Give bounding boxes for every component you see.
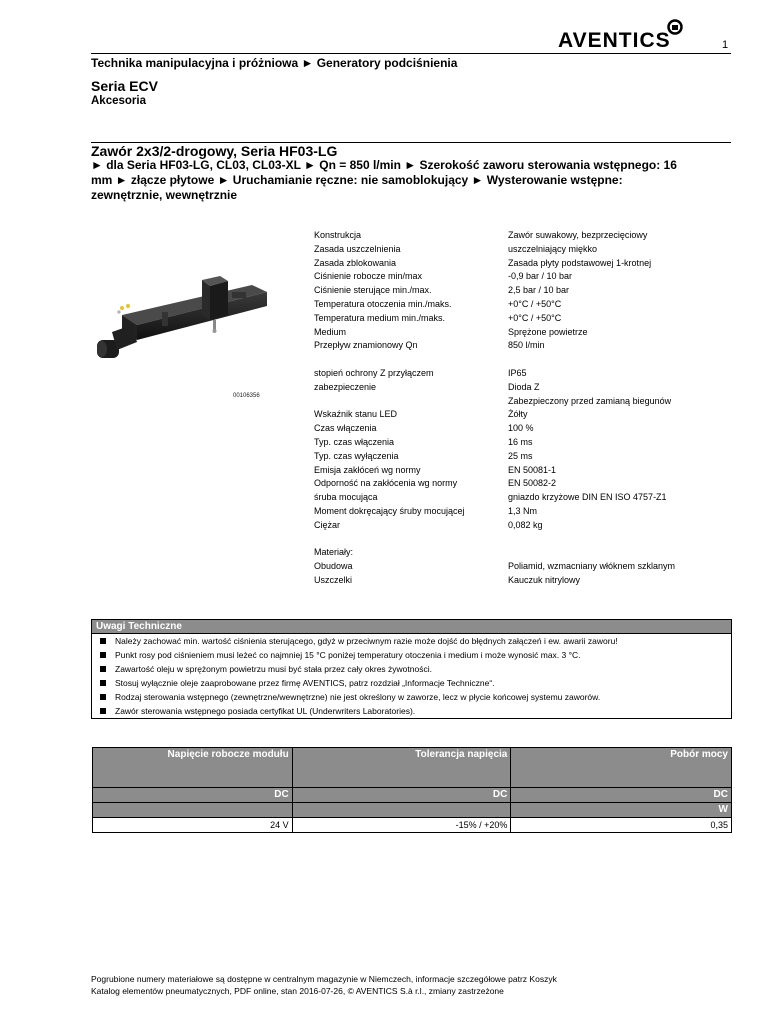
header-divider — [91, 53, 731, 54]
spec-row — [314, 243, 734, 257]
spec-value: Sprężone powietrze — [508, 326, 588, 337]
spec-value: Dioda Z — [508, 381, 540, 392]
note-text: Stosuj wyłącznie oleje zaaprobowane przez firmę AVENTICS, patrz rozdział „Informacje Techniczne“. — [115, 678, 495, 688]
spec-value: 25 ms — [508, 450, 533, 461]
spec-row — [314, 436, 734, 450]
table-unit-row — [93, 788, 732, 803]
product-description: ► dla Seria HF03-LG, CL03, CL03-XL ► Qn = 850 l/min ► Szerokość zaworu sterowania wstępnego: 16 mm ► złącze płytowe ► Uruchamianie ręczne: nie samoblokujący ► Wysterowanie wstępne: zewnętrznie, wewnętrznie — [91, 158, 677, 202]
bullet-square-icon — [100, 638, 106, 644]
spec-label: Temperatura medium min./maks. — [314, 312, 446, 323]
spec-value: 1,3 Nm — [508, 505, 538, 516]
unit2-tolerance — [292, 803, 511, 818]
bullet-square-icon — [100, 694, 106, 700]
cell-tolerance: -15% / +20% — [292, 818, 511, 833]
spec-row — [314, 546, 734, 560]
spec-row — [314, 505, 734, 519]
table-row — [93, 818, 732, 833]
series-subtitle: Akcesoria — [91, 95, 146, 107]
header-power: Pobór mocy — [511, 748, 732, 788]
spec-row — [314, 574, 734, 588]
bullet-square-icon — [100, 708, 106, 714]
spec-label: Ciśnienie sterujące min./max. — [314, 285, 432, 296]
spec-row — [314, 298, 734, 312]
spec-label: Uszczelki — [314, 574, 353, 585]
note-text: Punkt rosy pod ciśnieniem musi leżeć co najmniej 15 °C poniżej temperatury otoczenia i medium i może wynosić max. 3 °C. — [115, 650, 581, 660]
spec-label: Zasada uszczelnienia — [314, 243, 401, 254]
spec-label: Obudowa — [314, 561, 353, 572]
header-voltage: Napięcie robocze modułu — [93, 748, 293, 788]
spec-label: Temperatura otoczenia min./maks. — [314, 298, 452, 309]
brand-logo: AVENTICS — [558, 29, 671, 52]
spec-row — [314, 477, 734, 491]
spec-row — [314, 284, 734, 298]
spec-value: +0°C / +50°C — [508, 312, 562, 323]
spec-value: 16 ms — [508, 436, 533, 447]
spec-row — [314, 257, 734, 271]
list-item — [92, 690, 731, 704]
series-title: Seria ECV — [91, 78, 158, 94]
unit-power: DC — [511, 788, 732, 803]
list-item — [92, 634, 731, 648]
spec-row — [314, 339, 734, 353]
spec-value: 2,5 bar / 10 bar — [508, 285, 570, 296]
bullet-square-icon — [100, 666, 106, 672]
spec-row — [314, 560, 734, 574]
spec-value: Żółty — [508, 409, 528, 420]
spec-row — [314, 229, 734, 243]
spec-label: Typ. czas wyłączenia — [314, 450, 399, 461]
spec-value: IP65 — [508, 367, 527, 378]
footer-line-1: Pogrubione numery materiałowe są dostępne w centralnym magazynie w Niemczech, informacje szczegółowe patrz Koszyk — [91, 974, 557, 984]
spec-row — [314, 326, 734, 340]
valve-product-photo-icon — [92, 270, 282, 380]
spec-row — [314, 533, 734, 547]
note-text: Zawartość oleju w sprężonym powietrzu musi być stała przez cały okres żywotności. — [115, 664, 432, 674]
spec-row — [314, 491, 734, 505]
spec-value: EN 50081-1 — [508, 464, 557, 475]
spec-row — [314, 450, 734, 464]
footer — [91, 973, 557, 997]
cell-power: 0,35 — [511, 818, 732, 833]
table-header-row — [93, 748, 732, 788]
spec-label: Przepływ znamionowy Qn — [314, 340, 418, 351]
unit2-power: W — [511, 803, 732, 818]
page-number: 1 — [722, 39, 729, 51]
spec-label: Konstrukcja — [314, 230, 362, 240]
spec-label: Emisja zakłóceń wg normy — [314, 464, 421, 475]
spec-label: Wskaźnik stanu LED — [314, 409, 398, 420]
spec-label: Odporność na zakłócenia wg normy — [314, 478, 458, 489]
spec-row — [314, 367, 734, 381]
spec-row — [314, 312, 734, 326]
spec-label: Moment dokręcający śruby mocującej — [314, 505, 465, 516]
spec-label: Ciężar — [314, 519, 341, 530]
bullet-square-icon — [100, 680, 106, 686]
list-item — [92, 704, 731, 718]
spec-label: Zasada zblokowania — [314, 257, 397, 268]
unit-tolerance: DC — [292, 788, 511, 803]
spec-value: 0,082 kg — [508, 519, 543, 530]
note-text: Zawór sterowania wstępnego posiada certyfikat UL (Underwriters Laboratories). — [115, 706, 416, 716]
spec-value: EN 50082-2 — [508, 478, 557, 489]
cell-voltage: 24 V — [93, 818, 293, 833]
spec-label: zabezpieczenie — [314, 381, 377, 392]
note-text: Należy zachować min. wartość ciśnienia sterującego, gdyż w przeciwnym razie może dojść do błędnych załączeń i ew. awarii zaworu! — [115, 636, 618, 646]
spec-value: -0,9 bar / 10 bar — [508, 271, 573, 282]
spec-value: uszczelniający miękko — [508, 243, 598, 254]
spec-row — [314, 395, 734, 409]
unit-voltage: DC — [93, 788, 293, 803]
electrical-data-table — [92, 747, 732, 833]
spec-value: +0°C / +50°C — [508, 298, 562, 309]
brand-logo-mark-icon — [666, 18, 684, 36]
spec-label: stopień ochrony Z przyłączem — [314, 367, 434, 378]
spec-label: śruba mocująca — [314, 492, 378, 503]
spec-label: Czas włączenia — [314, 423, 377, 434]
header-tolerance: Tolerancja napięcia — [292, 748, 511, 788]
spec-row — [314, 408, 734, 422]
spec-value: Zabezpieczony przed zamianą biegunów — [508, 395, 672, 406]
list-item — [92, 676, 731, 690]
spec-label: Materiały: — [314, 547, 354, 558]
spec-row — [314, 353, 734, 367]
spec-list — [314, 229, 734, 588]
breadcrumb: Technika manipulacyjna i próżniowa ► Generatory podciśnienia — [91, 56, 458, 70]
spec-row — [314, 422, 734, 436]
spec-value: Poliamid, wzmacniany włóknem szklanym — [508, 561, 676, 572]
spec-value: 850 l/min — [508, 340, 545, 351]
spec-label: Medium — [314, 326, 347, 337]
spec-value: 100 % — [508, 423, 534, 434]
spec-label: Typ. czas włączenia — [314, 436, 395, 447]
spec-value: gniazdo krzyżowe DIN EN ISO 4757-Z1 — [508, 492, 667, 503]
spec-row — [314, 381, 734, 395]
image-code: 00106356 — [233, 393, 260, 399]
technical-notes-list — [92, 634, 731, 718]
technical-notes-box — [91, 619, 732, 719]
list-item — [92, 662, 731, 676]
footer-line-2: Katalog elementów pneumatycznych, PDF online, stan 2016-07-26, © AVENTICS S.à r.l., zmiany zastrzeżone — [91, 986, 504, 996]
bullet-square-icon — [100, 652, 106, 658]
spec-value: Kauczuk nitrylowy — [508, 574, 581, 585]
spec-label: Ciśnienie robocze min/max — [314, 271, 423, 282]
technical-notes-title: Uwagi Techniczne — [92, 620, 731, 634]
table-unit-row — [93, 803, 732, 818]
spec-value: Zasada płyty podstawowej 1-krotnej — [508, 257, 652, 268]
spec-row — [314, 464, 734, 478]
spec-row — [314, 519, 734, 533]
spec-row — [314, 270, 734, 284]
list-item — [92, 648, 731, 662]
spec-value: Zawór suwakowy, bezprzecięciowy — [508, 230, 648, 240]
unit2-voltage — [93, 803, 293, 818]
product-title: Zawór 2x3/2-drogowy, Seria HF03-LG — [91, 143, 338, 159]
note-text: Rodzaj sterowania wstępnego (zewnętrzne/wewnętrzne) nie jest określony w zaworze, lecz w płycie końcowej systemu zaworów. — [115, 692, 601, 702]
